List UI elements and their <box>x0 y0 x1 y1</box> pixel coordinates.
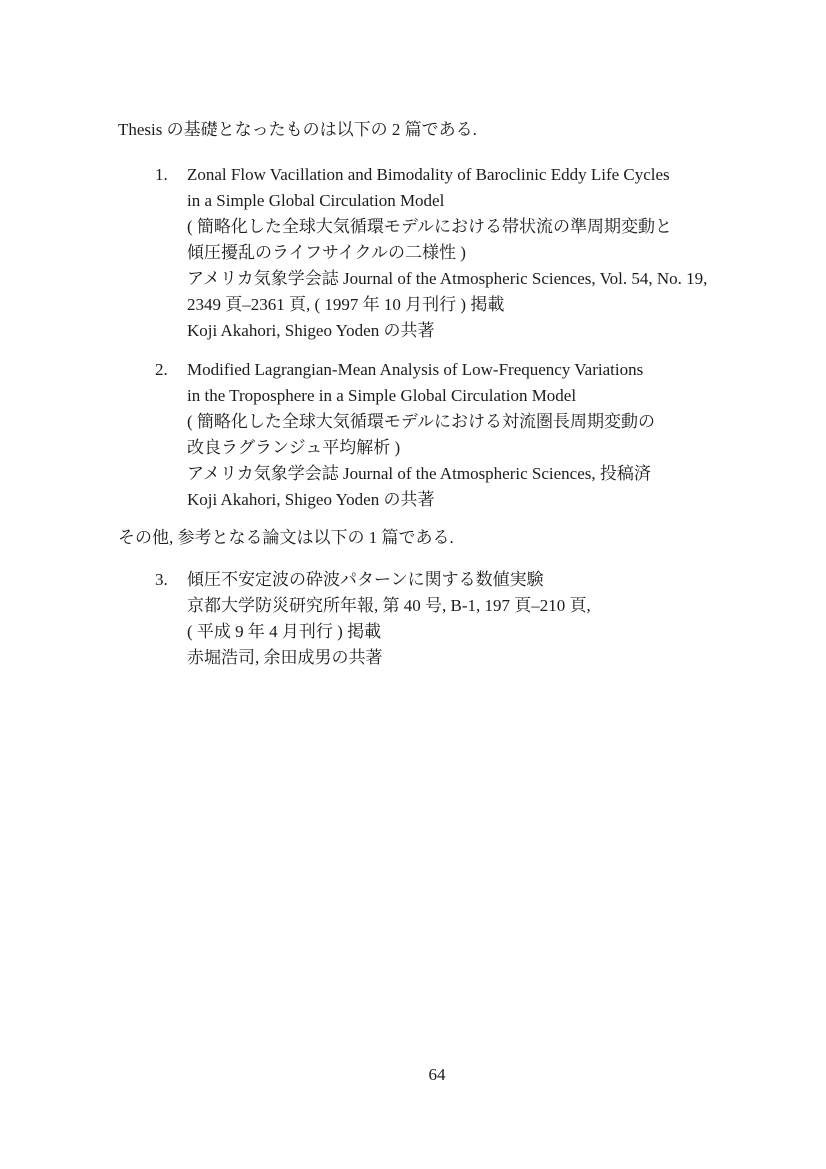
publication-title-line: Zonal Flow Vacillation and Bimodality of Baroclinic Eddy Life Cycles <box>187 165 670 184</box>
publication-translation-line: ( 簡略化した全球大気循環モデルにおける帯状流の準周期変動と <box>187 217 673 236</box>
publication-translation-line: 傾圧擾乱のライフサイクルの二様性 ) <box>187 243 466 262</box>
publication-authors-line: Koji Akahori, Shigeo Yoden の共著 <box>187 321 435 340</box>
publication-title-line: in a Simple Global Circulation Model <box>187 191 445 210</box>
publication-journal-line: 京都大学防災研究所年報, 第 40 号, B-1, 197 頁–210 頁, <box>187 596 591 615</box>
publication-text <box>187 357 758 513</box>
publication-item-1 <box>155 162 758 344</box>
publication-text <box>187 567 758 671</box>
publication-translation-line: 改良ラグランジュ平均解析 ) <box>187 438 401 457</box>
publication-item-3 <box>155 567 758 671</box>
publication-title-line: 傾圧不安定波の砕波パターンに関する数値実験 <box>187 570 544 589</box>
publication-translation-line: ( 簡略化した全球大気循環モデルにおける対流圏長周期変動の <box>187 412 656 431</box>
publication-authors-line: Koji Akahori, Shigeo Yoden の共著 <box>187 490 435 509</box>
publication-item-2 <box>155 357 758 513</box>
item-number: 3. <box>155 570 168 589</box>
publication-text <box>187 162 758 344</box>
intro-paragraph-1: Thesis の基礎となったものは以下の 2 篇である. <box>118 120 477 139</box>
publication-pages-line: 2349 頁–2361 頁, ( 1997 年 10 月刊行 ) 掲載 <box>187 295 505 314</box>
publication-journal-line: アメリカ気象学会誌 Journal of the Atmospheric Sciences, Vol. 54, No. 19, <box>187 269 708 288</box>
publication-title-line: in the Troposphere in a Simple Global Circulation Model <box>187 386 577 405</box>
page-number: 64 <box>428 1065 446 1084</box>
publication-journal-line: アメリカ気象学会誌 Journal of the Atmospheric Sciences, 投稿済 <box>187 464 651 483</box>
publication-authors-line: 赤堀浩司, 余田成男の共著 <box>187 648 383 667</box>
publication-pages-line: ( 平成 9 年 4 月刊行 ) 掲載 <box>187 622 382 641</box>
item-number: 2. <box>155 360 168 379</box>
publication-title-line: Modified Lagrangian-Mean Analysis of Low-Frequency Variations <box>187 360 644 379</box>
page-content <box>118 117 758 671</box>
intro-paragraph-2: その他, 参考となる論文は以下の 1 篇である. <box>118 528 454 547</box>
item-number: 1. <box>155 165 168 184</box>
